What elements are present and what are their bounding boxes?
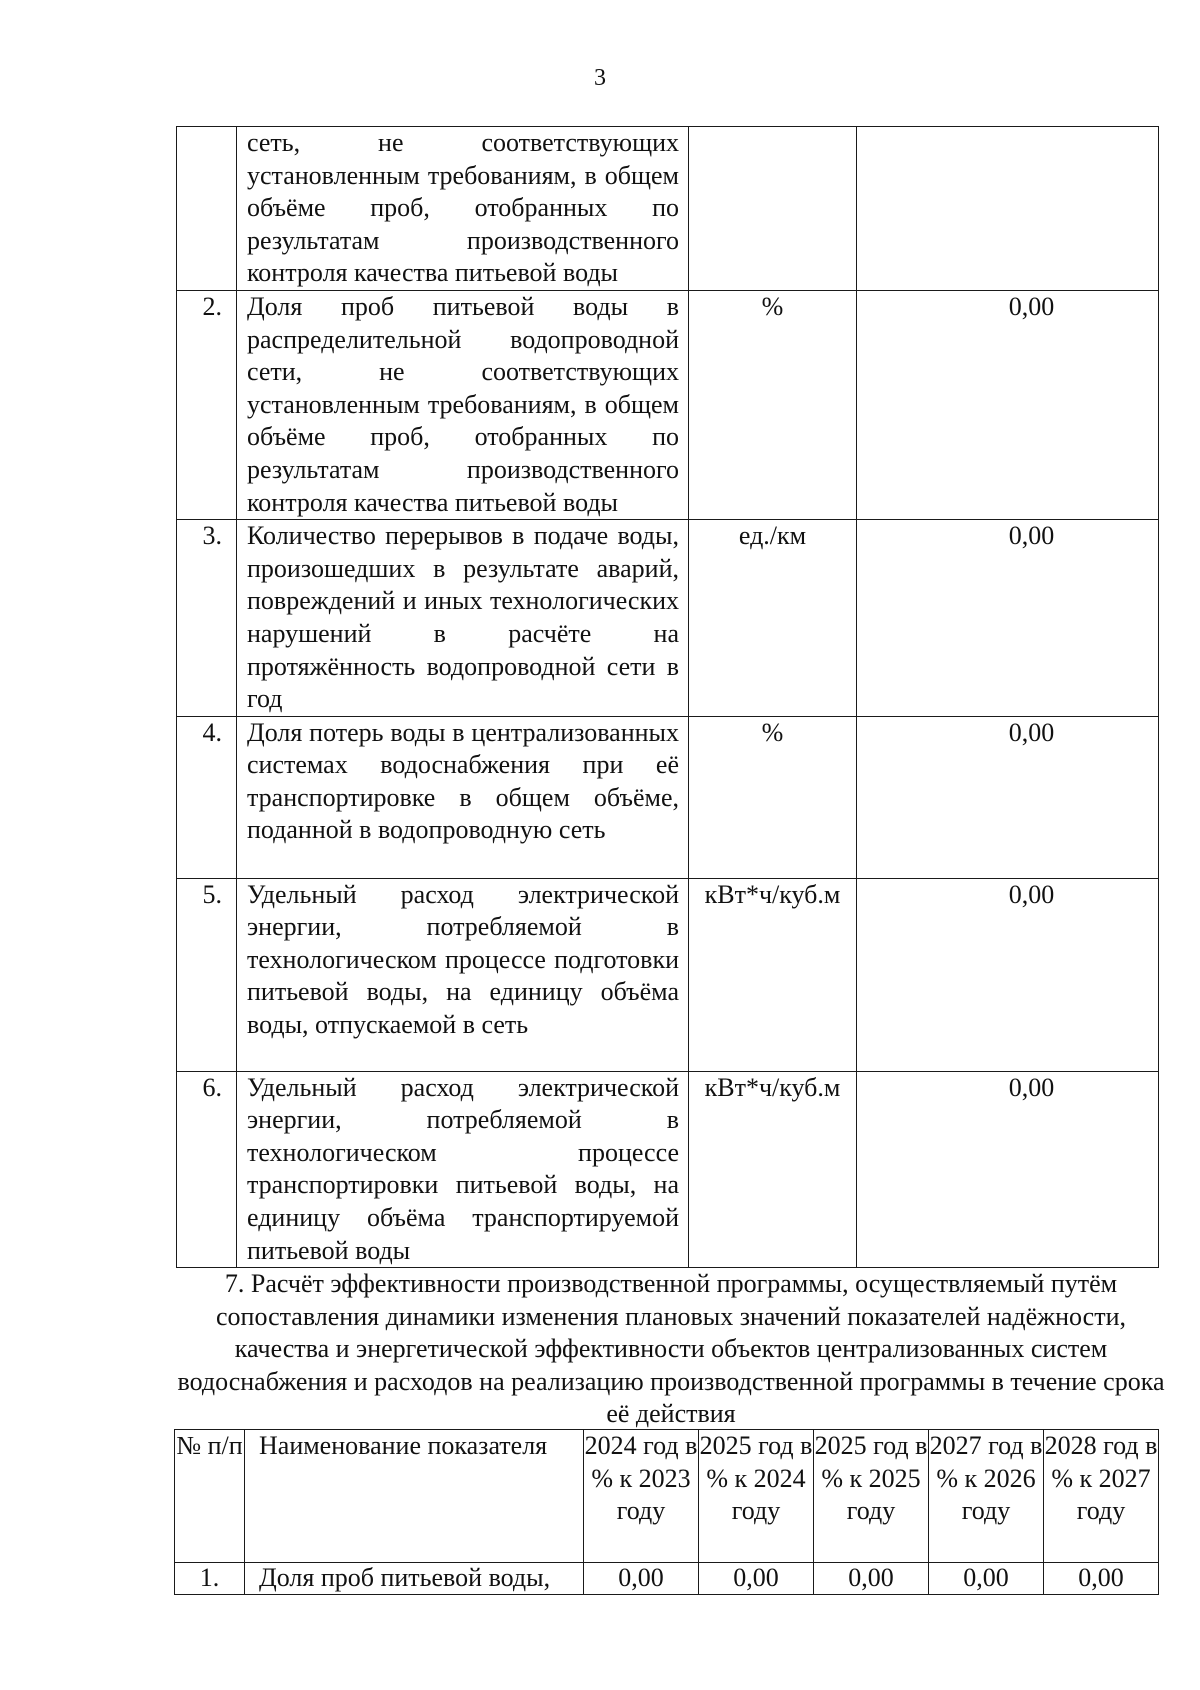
column-header-year: 2025 год в % к 2025 году xyxy=(814,1430,929,1563)
indicator-value: 0,00 xyxy=(857,1071,1159,1268)
indicator-value: 0,00 xyxy=(857,520,1159,717)
year-value: 0,00 xyxy=(584,1563,699,1595)
indicator-name: Удельный расход электрической энергии, потребляемой в технологическом процессе подготовки питьевой воды, на единицу объёма воды, отпускаемой в сеть xyxy=(237,878,689,1071)
efficiency-table xyxy=(174,1429,1159,1595)
row-number: 5. xyxy=(177,878,237,1071)
indicator-unit: кВт*ч/куб.м xyxy=(689,1071,857,1268)
indicator-value xyxy=(857,127,1159,291)
year-value: 0,00 xyxy=(814,1563,929,1595)
table-row xyxy=(177,716,1159,878)
year-value: 0,00 xyxy=(699,1563,814,1595)
indicator-unit: ед./км xyxy=(689,520,857,717)
row-number: 4. xyxy=(177,716,237,878)
indicator-name: Доля проб питьевой воды в распределительной водопроводной сети, не соответствующих установленным требованиям, в общем объёме проб, отобранных по результатам производственного контроля качества питьевой воды xyxy=(237,290,689,519)
row-number: 1. xyxy=(175,1563,245,1595)
column-header-year: 2024 год в % к 2023 году xyxy=(584,1430,699,1563)
row-number xyxy=(177,127,237,291)
year-value: 0,00 xyxy=(929,1563,1044,1595)
section-title: 7. Расчёт эффективности производственной программы, осуществляемый путём сопоставления динамики изменения плановых значений показателей надёжности, качества и энергетической эффективности объектов централизованных систем водоснабжения и расходов на реализацию производственной программы в течение срока её действия xyxy=(177,1269,1165,1429)
row-number: 2. xyxy=(177,290,237,519)
indicator-name: Доля проб питьевой воды, xyxy=(245,1563,584,1595)
table-row xyxy=(175,1563,1159,1595)
column-header-year: 2028 год в % к 2027 году xyxy=(1044,1430,1159,1563)
table-row xyxy=(177,1071,1159,1268)
column-header-year: 2025 год в % к 2024 году xyxy=(699,1430,814,1563)
table-header-row xyxy=(175,1430,1159,1563)
row-number: 3. xyxy=(177,520,237,717)
table-row xyxy=(177,127,1159,291)
table-row xyxy=(177,290,1159,519)
indicator-value: 0,00 xyxy=(857,878,1159,1071)
year-value: 0,00 xyxy=(1044,1563,1159,1595)
row-number: 6. xyxy=(177,1071,237,1268)
column-header-year: 2027 год в % к 2026 году xyxy=(929,1430,1044,1563)
table-row xyxy=(177,878,1159,1071)
indicator-unit xyxy=(689,127,857,291)
indicator-name: Удельный расход электрической энергии, потребляемой в технологическом процессе транспортировки питьевой воды, на единицу объёма транспортируемой питьевой воды xyxy=(237,1071,689,1268)
indicator-value: 0,00 xyxy=(857,716,1159,878)
indicator-name: Количество перерывов в подаче воды, произошедших в результате аварий, повреждений и иных технологических нарушений в расчёте на протяжённость водопроводной сети в год xyxy=(237,520,689,717)
page-number: 3 xyxy=(594,65,606,91)
indicators-table xyxy=(176,126,1159,1268)
table-row xyxy=(177,520,1159,717)
indicator-value: 0,00 xyxy=(857,290,1159,519)
column-header-number: № п/п xyxy=(175,1430,245,1563)
indicator-name: сеть, не соответствующих установленным требованиям, в общем объёме проб, отобранных по результатам производственного контроля качества питьевой воды xyxy=(237,127,689,291)
indicator-unit: % xyxy=(689,290,857,519)
column-header-indicator: Наименование показателя xyxy=(245,1430,584,1563)
indicator-unit: % xyxy=(689,716,857,878)
indicator-unit: кВт*ч/куб.м xyxy=(689,878,857,1071)
indicator-name: Доля потерь воды в централизованных системах водоснабжения при её транспортировке в общем объёме, поданной в водопроводную сеть xyxy=(237,716,689,878)
